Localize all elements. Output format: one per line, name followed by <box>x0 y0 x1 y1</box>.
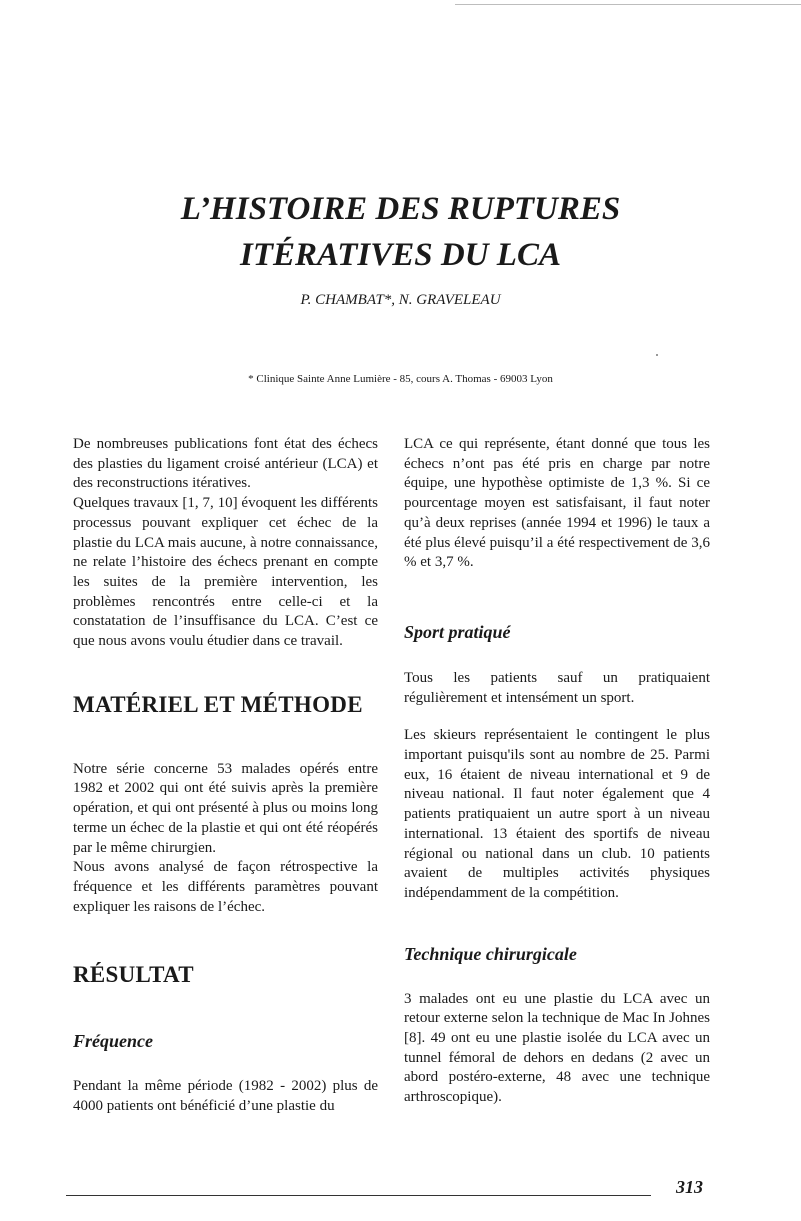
results-heading: RÉSULTAT <box>73 962 194 988</box>
stray-dot <box>656 354 658 356</box>
intro-paragraph-1: De nombreuses publications font état des échecs des plasties du ligament croisé antérieur (LCA) et des reconstructions itératives. <box>73 436 378 492</box>
left-column <box>73 435 378 1117</box>
methods-paragraph-1: Notre série concerne 53 malades opérés entre 1982 et 2002 qui ont été suivis après la première opération, et qui ont présenté à plus ou moins long terme un échec de la plastie et qui ont été réopérés par le même chirurgien. <box>73 760 378 856</box>
sport-heading: Sport pratiqué <box>404 621 511 642</box>
authors: P. CHAMBAT*, N. GRAVELEAU <box>300 292 501 308</box>
title-line-1: L’HISTOIRE DES RUPTURES <box>180 191 621 227</box>
technique-heading: Technique chirurgicale <box>404 943 577 964</box>
technique-paragraph: 3 malades ont eu une plastie du LCA avec un retour externe selon la technique de Mac In Johnes [8]. 49 ont eu une plastie isolée du LCA avec un tunnel fémoral de dehors en dedans (2 avec un abord postéro-externe, 48 avec une technique arthroscopique). <box>404 990 710 1106</box>
frequency-continued: LCA ce qui représente, étant donné que tous les échecs n’ont pas été pris en charge par notre équipe, une hypothèse optimiste de 1,3 %. Si ce pourcentage moyen est satisfaisant, il faut noter qu’à deux reprises (année 1994 et 1996) le taux a été plus élevé puisqu’il a été respectivement de 3,6 % et 3,7 %. <box>404 436 710 571</box>
footer-rule <box>66 1195 651 1196</box>
methods-paragraph-2: Nous avons analysé de façon rétrospective la fréquence et les différents paramètres pouvant expliquer les raisons de l’échec. <box>73 859 378 915</box>
sport-paragraph-2: Les skieurs représentaient le contingent le plus important puisqu'ils sont au nombre de 25. Parmi eux, 16 étaient de niveau international et 9 de niveau national. Il faut noter également que 4 patients pratiquaient un autre sport à un niveau international. 13 étaient des sportifs de niveau régional ou national dans un club. 10 patients avaient de multiples activités physiques indépendamment de la compétition. <box>404 727 710 901</box>
title-line-2: ITÉRATIVES DU LCA <box>240 237 561 273</box>
frequency-heading: Fréquence <box>73 1031 153 1052</box>
right-column <box>404 435 710 1108</box>
intro-paragraph-2: Quelques travaux [1, 7, 10] évoquent les différents processus pouvant expliquer cet échec de la plastie du LCA mais aucune, à notre connaissance, ne relate l’histoire des échecs prenant en compte les suites de la première intervention, les problèmes rencontrés entre celle-ci et la constatation de l’insuffisance du LCA. C’est ce que nous avons voulu étudier dans ce travail. <box>73 495 378 650</box>
frequency-paragraph: Pendant la même période (1982 - 2002) plus de 4000 patients ont bénéficié d’une plastie du <box>73 1078 378 1115</box>
article-title <box>0 186 801 278</box>
top-rule <box>455 4 801 5</box>
affiliation: * Clinique Sainte Anne Lumière - 85, cours A. Thomas - 69003 Lyon <box>248 373 553 385</box>
methods-heading: MATÉRIEL ET MÉTHODE <box>73 691 363 717</box>
page-number: 313 <box>676 1177 703 1197</box>
sport-paragraph-1: Tous les patients sauf un pratiquaient régulièrement et intensément un sport. <box>404 669 710 706</box>
